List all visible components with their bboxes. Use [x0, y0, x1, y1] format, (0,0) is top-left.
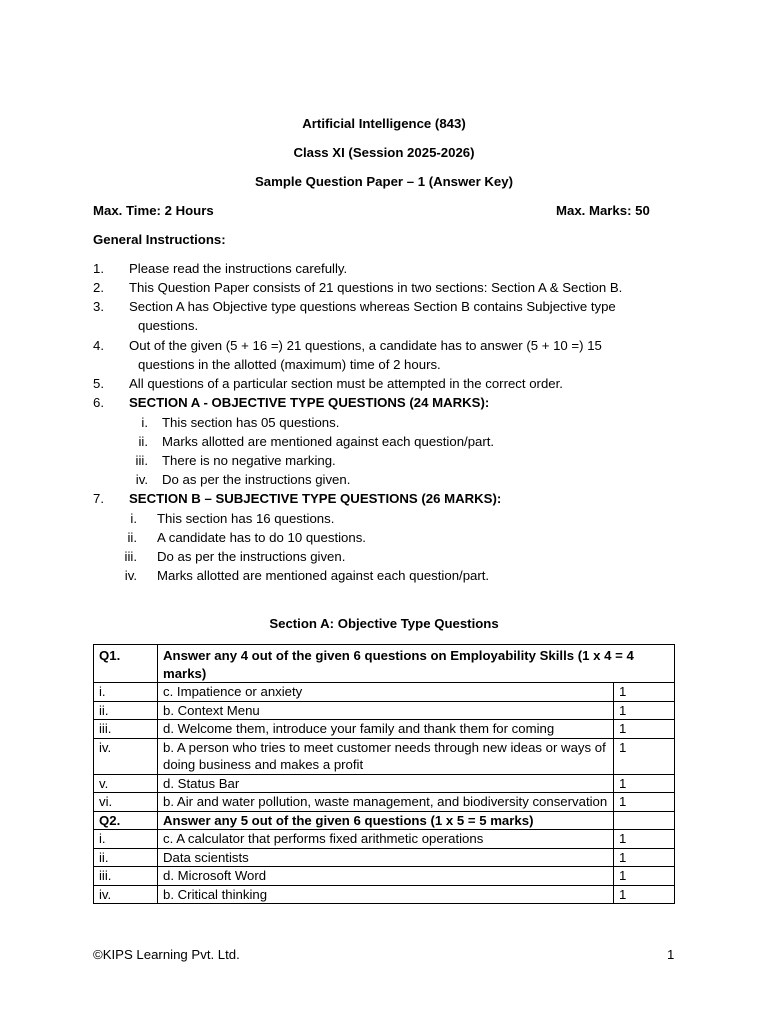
- table-row: [94, 701, 675, 720]
- row-mark: 1: [613, 738, 674, 774]
- sub-item-number: i.: [130, 511, 137, 526]
- max-marks: Max. Marks: 50: [556, 203, 650, 218]
- section-a-instruction-heading: SECTION A - OBJECTIVE TYPE QUESTIONS (24 MARKS):: [129, 395, 490, 410]
- row-number: ii.: [94, 701, 158, 720]
- instruction-number: 7.: [93, 491, 104, 506]
- row-mark: 1: [613, 793, 674, 812]
- table-row: [94, 738, 675, 774]
- row-answer: d. Welcome them, introduce your family and thank them for coming: [158, 720, 614, 739]
- row-mark: 1: [613, 867, 674, 886]
- question-instruction: Answer any 4 out of the given 6 questions on Employability Skills (1 x 4 = 4 marks): [158, 645, 675, 683]
- instruction-text: Section A has Objective type questions whereas Section B contains Subjective type: [129, 299, 616, 314]
- table-row: [94, 793, 675, 812]
- instruction-number: 5.: [93, 376, 104, 391]
- row-answer: d. Status Bar: [158, 774, 614, 793]
- row-number: ii.: [94, 848, 158, 867]
- sub-item-text: There is no negative marking.: [162, 453, 336, 468]
- row-answer: b. A person who tries to meet customer needs through new ideas or ways of doing business and makes a profit: [158, 738, 614, 774]
- table-row: [94, 848, 675, 867]
- row-mark: 1: [613, 774, 674, 793]
- sub-item-number: iii.: [124, 549, 137, 564]
- table-row: [94, 867, 675, 886]
- sub-item-number: iii.: [135, 453, 148, 468]
- question-header-row: [94, 811, 675, 830]
- row-answer: b. Critical thinking: [158, 885, 614, 904]
- row-mark: 1: [613, 848, 674, 867]
- footer-copyright: ©KIPS Learning Pvt. Ltd.: [93, 947, 240, 962]
- section-a-heading: Section A: Objective Type Questions: [269, 616, 499, 631]
- row-number: iii.: [94, 720, 158, 739]
- instructions-heading: General Instructions:: [93, 232, 226, 247]
- paper-title: Sample Question Paper – 1 (Answer Key): [255, 174, 513, 189]
- table-row: [94, 720, 675, 739]
- row-mark: 1: [613, 885, 674, 904]
- row-number: iv.: [94, 738, 158, 774]
- instruction-text: All questions of a particular section must be attempted in the correct order.: [129, 376, 563, 391]
- instruction-text: This Question Paper consists of 21 questions in two sections: Section A & Section B.: [129, 280, 623, 295]
- row-number: i.: [94, 683, 158, 702]
- sub-item-text: A candidate has to do 10 questions.: [157, 530, 366, 545]
- question-label: Q1.: [94, 645, 158, 683]
- sub-item-text: Marks allotted are mentioned against each question/part.: [162, 434, 495, 449]
- instruction-number: 1.: [93, 261, 104, 276]
- answer-key-table: [93, 644, 675, 904]
- row-answer: b. Context Menu: [158, 701, 614, 720]
- row-answer: b. Air and water pollution, waste management, and biodiversity conservation: [158, 793, 614, 812]
- sub-item-text: This section has 16 questions.: [157, 511, 335, 526]
- sub-item-text: Do as per the instructions given.: [162, 472, 351, 487]
- sub-item-text: Marks allotted are mentioned against each question/part.: [157, 568, 490, 583]
- row-mark: 1: [613, 683, 674, 702]
- empty-mark-cell: [613, 811, 674, 830]
- table-row: [94, 774, 675, 793]
- page-number: 1: [667, 947, 675, 962]
- table-row: [94, 683, 675, 702]
- table-row: [94, 830, 675, 849]
- instruction-text-continued: questions.: [138, 318, 199, 333]
- instruction-number: 2.: [93, 280, 104, 295]
- question-instruction: Answer any 5 out of the given 6 questions (1 x 5 = 5 marks): [158, 811, 614, 830]
- row-answer: d. Microsoft Word: [158, 867, 614, 886]
- instruction-number: 6.: [93, 395, 104, 410]
- row-number: v.: [94, 774, 158, 793]
- max-time: Max. Time: 2 Hours: [93, 203, 214, 218]
- instruction-text: Please read the instructions carefully.: [129, 261, 348, 276]
- sub-item-number: ii.: [127, 530, 137, 545]
- instruction-text-continued: questions in the allotted (maximum) time of 2 hours.: [138, 357, 441, 372]
- sub-item-number: iv.: [124, 568, 137, 583]
- instruction-number: 4.: [93, 338, 104, 353]
- row-number: vi.: [94, 793, 158, 812]
- sub-item-number: ii.: [138, 434, 148, 449]
- document-title: Artificial Intelligence (843): [302, 116, 466, 131]
- sub-item-number: iv.: [135, 472, 148, 487]
- table-row: [94, 885, 675, 904]
- question-header-row: [94, 645, 675, 683]
- section-b-instruction-heading: SECTION B – SUBJECTIVE TYPE QUESTIONS (26 MARKS):: [129, 491, 502, 506]
- instruction-text: Out of the given (5 + 16 =) 21 questions, a candidate has to answer (5 + 10 =) 15: [129, 338, 602, 353]
- instruction-number: 3.: [93, 299, 104, 314]
- row-answer: c. Impatience or anxiety: [158, 683, 614, 702]
- question-label: Q2.: [94, 811, 158, 830]
- sub-item-text: Do as per the instructions given.: [157, 549, 346, 564]
- class-session: Class XI (Session 2025-2026): [293, 145, 475, 160]
- row-number: iv.: [94, 885, 158, 904]
- row-mark: 1: [613, 720, 674, 739]
- row-mark: 1: [613, 701, 674, 720]
- row-answer: Data scientists: [158, 848, 614, 867]
- sub-item-number: i.: [141, 415, 148, 430]
- row-answer: c. A calculator that performs fixed arithmetic operations: [158, 830, 614, 849]
- row-number: i.: [94, 830, 158, 849]
- row-number: iii.: [94, 867, 158, 886]
- sub-item-text: This section has 05 questions.: [162, 415, 340, 430]
- row-mark: 1: [613, 830, 674, 849]
